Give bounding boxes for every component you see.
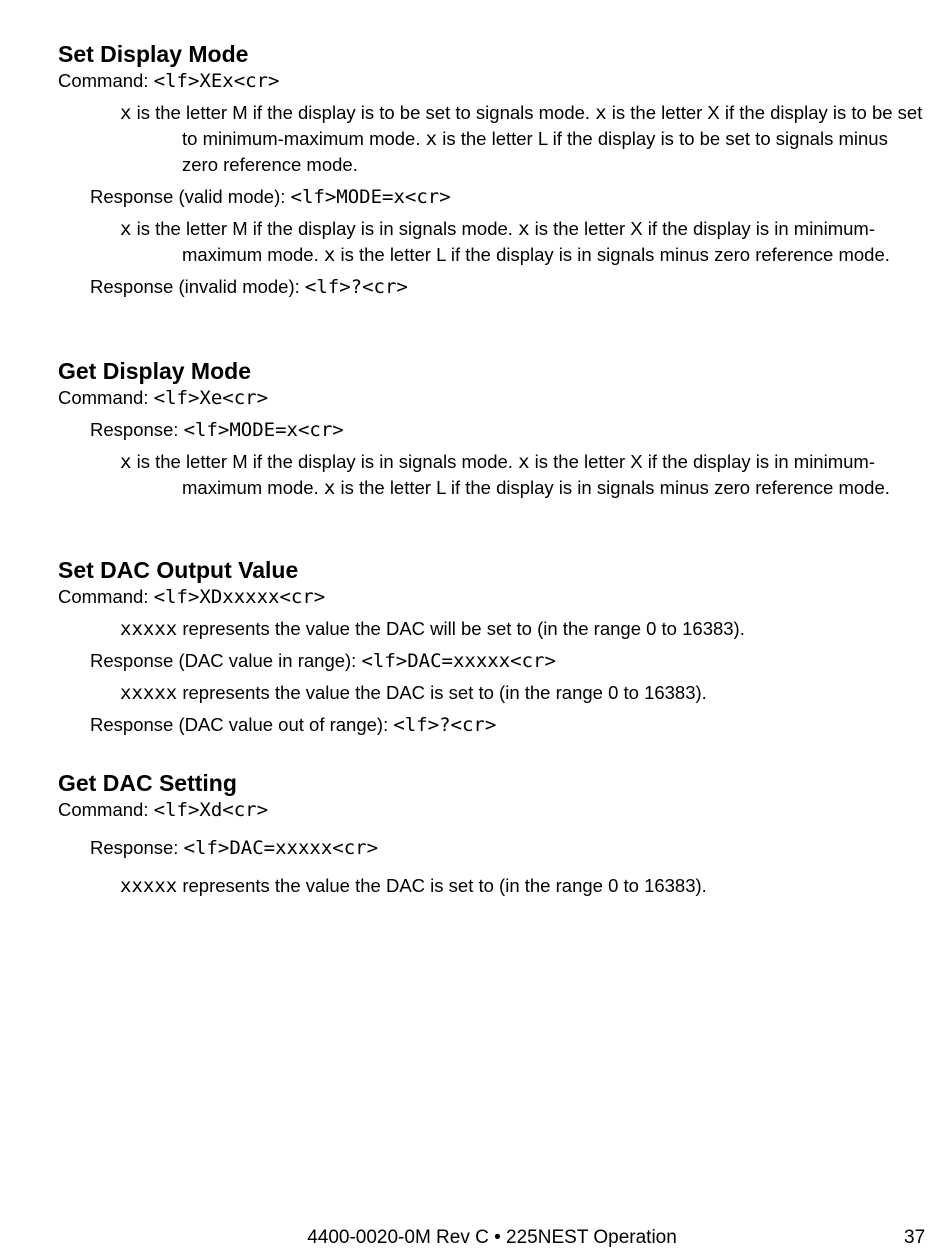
response-code: <lf>?<cr> bbox=[393, 714, 497, 736]
section-set-display-mode bbox=[58, 40, 938, 300]
desc-var: x bbox=[518, 451, 530, 473]
desc-text: is the letter L if the display is to be set to signals minus zero reference mode. bbox=[182, 128, 888, 175]
command-code: <lf>XDxxxxx<cr> bbox=[153, 586, 326, 608]
desc-var: x bbox=[120, 218, 132, 240]
section-heading: Set Display Mode bbox=[58, 41, 249, 67]
desc-text: is the letter M if the display is to be set to signals mode. bbox=[131, 102, 596, 123]
response-label: Response (DAC value in range): bbox=[90, 650, 362, 671]
section-get-dac-setting bbox=[58, 769, 938, 899]
command-description bbox=[120, 100, 928, 178]
desc-text: is the letter M if the display is in signals mode. bbox=[131, 451, 519, 472]
command-description bbox=[120, 616, 938, 642]
response-code: <lf>DAC=xxxxx<cr> bbox=[183, 837, 379, 859]
response-line bbox=[90, 835, 938, 861]
desc-text: is the letter M if the display is in signals mode. bbox=[131, 218, 519, 239]
section-heading: Get DAC Setting bbox=[58, 770, 237, 796]
response-line bbox=[90, 648, 938, 674]
desc-text: represents the value the DAC is set to (in the range 0 to 16383). bbox=[177, 875, 707, 896]
response-line bbox=[90, 274, 938, 300]
desc-var: x bbox=[518, 218, 530, 240]
desc-text: is the letter L if the display is in signals minus zero reference mode. bbox=[335, 477, 890, 498]
response-label: Response: bbox=[90, 837, 184, 858]
desc-text: is the letter X if the display is to be set to minimum-maximum mode. bbox=[182, 102, 923, 149]
command-label: Command: bbox=[58, 586, 154, 607]
desc-var: xxxxx bbox=[120, 618, 178, 640]
desc-var: x bbox=[323, 244, 336, 266]
response-description bbox=[120, 449, 928, 501]
response-label: Response: bbox=[90, 419, 184, 440]
desc-var: x bbox=[120, 451, 132, 473]
command-line bbox=[58, 385, 938, 411]
command-code: <lf>Xd<cr> bbox=[153, 799, 269, 821]
desc-var: xxxxx bbox=[120, 875, 178, 897]
section-heading: Set DAC Output Value bbox=[58, 557, 299, 583]
desc-text: is the letter L if the display is in signals minus zero reference mode. bbox=[335, 244, 890, 265]
command-code: <lf>Xe<cr> bbox=[153, 387, 269, 409]
response-code: <lf>MODE=x<cr> bbox=[290, 186, 451, 208]
desc-var: x bbox=[323, 477, 336, 499]
response-description bbox=[120, 873, 938, 899]
desc-text: is the letter X if the display is in minimum-maximum mode. bbox=[182, 218, 875, 265]
response-code: <lf>?<cr> bbox=[304, 276, 408, 298]
response-line bbox=[90, 712, 938, 738]
response-label: Response (invalid mode): bbox=[90, 276, 305, 297]
response-code: <lf>DAC=xxxxx<cr> bbox=[361, 650, 556, 672]
response-description bbox=[120, 216, 928, 268]
desc-var: x bbox=[120, 102, 132, 124]
desc-text: represents the value the DAC is set to (in the range 0 to 16383). bbox=[177, 682, 707, 703]
section-get-display-mode bbox=[58, 357, 938, 501]
command-line bbox=[58, 797, 938, 823]
section-heading: Get Display Mode bbox=[58, 358, 251, 384]
page-number: 37 bbox=[904, 1227, 926, 1248]
response-code: <lf>MODE=x<cr> bbox=[183, 419, 344, 441]
response-label: Response (DAC value out of range): bbox=[90, 714, 394, 735]
response-label: Response (valid mode): bbox=[90, 186, 291, 207]
command-line bbox=[58, 68, 938, 94]
section-set-dac-output-value bbox=[58, 556, 938, 738]
command-code: <lf>XEx<cr> bbox=[153, 70, 280, 92]
command-label: Command: bbox=[58, 387, 154, 408]
desc-var: x bbox=[425, 128, 438, 150]
command-label: Command: bbox=[58, 799, 154, 820]
desc-var: xxxxx bbox=[120, 682, 178, 704]
response-description bbox=[120, 680, 938, 706]
desc-var: x bbox=[595, 102, 607, 124]
command-line bbox=[58, 584, 938, 610]
response-line bbox=[90, 417, 938, 443]
command-label: Command: bbox=[58, 70, 154, 91]
desc-text: is the letter X if the display is in minimum-maximum mode. bbox=[182, 451, 875, 498]
response-line bbox=[90, 184, 938, 210]
footer-document-id: 4400-0020-0M Rev C • 225NEST Operation bbox=[307, 1227, 677, 1248]
desc-text: represents the value the DAC will be set to (in the range 0 to 16383). bbox=[177, 618, 745, 639]
